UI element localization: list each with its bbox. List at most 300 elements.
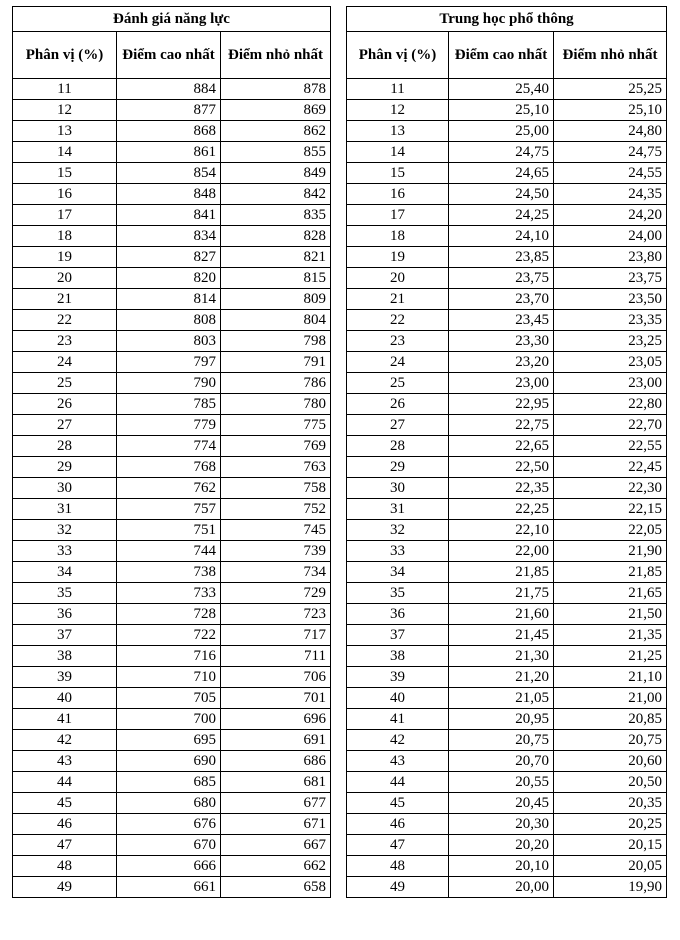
- table-row: [13, 667, 331, 688]
- cell-min-score: 23,75: [554, 268, 667, 289]
- table-row: [13, 205, 331, 226]
- cell-max-score: 20,70: [449, 751, 554, 772]
- table-row: [13, 310, 331, 331]
- cell-min-score: 20,15: [554, 835, 667, 856]
- cell-min-score: 21,35: [554, 625, 667, 646]
- cell-percentile: 24: [347, 352, 449, 373]
- table-row: [347, 877, 667, 898]
- cell-percentile: 21: [347, 289, 449, 310]
- cell-max-score: 22,65: [449, 436, 554, 457]
- cell-max-score: 738: [117, 562, 221, 583]
- cell-max-score: 676: [117, 814, 221, 835]
- cell-percentile: 12: [347, 100, 449, 121]
- table-row: [347, 688, 667, 709]
- cell-percentile: 28: [347, 436, 449, 457]
- table-row: [13, 583, 331, 604]
- cell-max-score: 803: [117, 331, 221, 352]
- cell-percentile: 26: [347, 394, 449, 415]
- table-row: [13, 79, 331, 100]
- table-row: [347, 289, 667, 310]
- cell-min-score: 815: [221, 268, 331, 289]
- cell-max-score: 23,00: [449, 373, 554, 394]
- cell-percentile: 38: [347, 646, 449, 667]
- table-row: [347, 709, 667, 730]
- cell-min-score: 24,75: [554, 142, 667, 163]
- table-row: [13, 373, 331, 394]
- cell-min-score: 24,20: [554, 205, 667, 226]
- cell-max-score: 779: [117, 415, 221, 436]
- table-row: [13, 877, 331, 898]
- cell-max-score: 20,30: [449, 814, 554, 835]
- table-row: [13, 457, 331, 478]
- cell-percentile: 21: [13, 289, 117, 310]
- table-row: [347, 121, 667, 142]
- cell-min-score: 729: [221, 583, 331, 604]
- cell-max-score: 827: [117, 247, 221, 268]
- cell-percentile: 13: [347, 121, 449, 142]
- cell-percentile: 28: [13, 436, 117, 457]
- cell-percentile: 49: [13, 877, 117, 898]
- table-row: [13, 520, 331, 541]
- table-row: [347, 436, 667, 457]
- table-row: [347, 100, 667, 121]
- table-row: [13, 499, 331, 520]
- cell-min-score: 696: [221, 709, 331, 730]
- cell-min-score: 878: [221, 79, 331, 100]
- table-row: [347, 310, 667, 331]
- table-row: [347, 352, 667, 373]
- cell-percentile: 43: [13, 751, 117, 772]
- table-row: [347, 184, 667, 205]
- table-row: [347, 79, 667, 100]
- cell-percentile: 42: [13, 730, 117, 751]
- cell-max-score: 24,25: [449, 205, 554, 226]
- cell-percentile: 19: [13, 247, 117, 268]
- cell-min-score: 780: [221, 394, 331, 415]
- cell-percentile: 29: [13, 457, 117, 478]
- cell-percentile: 26: [13, 394, 117, 415]
- cell-max-score: 20,00: [449, 877, 554, 898]
- table-row: [13, 730, 331, 751]
- cell-max-score: 661: [117, 877, 221, 898]
- cell-max-score: 25,10: [449, 100, 554, 121]
- cell-percentile: 41: [347, 709, 449, 730]
- cell-max-score: 744: [117, 541, 221, 562]
- cell-max-score: 700: [117, 709, 221, 730]
- cell-min-score: 804: [221, 310, 331, 331]
- cell-min-score: 20,75: [554, 730, 667, 751]
- cell-max-score: 21,05: [449, 688, 554, 709]
- table-row: [347, 730, 667, 751]
- table-row: [13, 394, 331, 415]
- cell-min-score: 791: [221, 352, 331, 373]
- cell-max-score: 877: [117, 100, 221, 121]
- cell-min-score: 798: [221, 331, 331, 352]
- cell-max-score: 20,95: [449, 709, 554, 730]
- cell-min-score: 23,00: [554, 373, 667, 394]
- cell-max-score: 670: [117, 835, 221, 856]
- cell-max-score: 774: [117, 436, 221, 457]
- cell-min-score: 717: [221, 625, 331, 646]
- cell-min-score: 20,50: [554, 772, 667, 793]
- table-body: [13, 79, 331, 898]
- cell-max-score: 716: [117, 646, 221, 667]
- table-row: [13, 142, 331, 163]
- cell-max-score: 762: [117, 478, 221, 499]
- cell-percentile: 17: [13, 205, 117, 226]
- cell-min-score: 24,80: [554, 121, 667, 142]
- table-row: [13, 793, 331, 814]
- cell-percentile: 12: [13, 100, 117, 121]
- cell-max-score: 690: [117, 751, 221, 772]
- table-row: [347, 793, 667, 814]
- table-row: [13, 247, 331, 268]
- cell-min-score: 24,00: [554, 226, 667, 247]
- cell-percentile: 23: [347, 331, 449, 352]
- cell-max-score: 854: [117, 163, 221, 184]
- table-row: [13, 856, 331, 877]
- table-row: [347, 268, 667, 289]
- table-row: [13, 352, 331, 373]
- cell-percentile: 30: [13, 478, 117, 499]
- cell-percentile: 48: [13, 856, 117, 877]
- cell-min-score: 19,90: [554, 877, 667, 898]
- table-row: [347, 667, 667, 688]
- cell-percentile: 44: [13, 772, 117, 793]
- cell-max-score: 768: [117, 457, 221, 478]
- cell-max-score: 22,00: [449, 541, 554, 562]
- cell-percentile: 18: [347, 226, 449, 247]
- cell-max-score: 20,10: [449, 856, 554, 877]
- cell-percentile: 41: [13, 709, 117, 730]
- cell-max-score: 22,75: [449, 415, 554, 436]
- cell-min-score: 821: [221, 247, 331, 268]
- table-row: [13, 415, 331, 436]
- table-row: [13, 268, 331, 289]
- cell-percentile: 42: [347, 730, 449, 751]
- table-row: [13, 184, 331, 205]
- cell-min-score: 745: [221, 520, 331, 541]
- cell-percentile: 35: [347, 583, 449, 604]
- cell-percentile: 45: [347, 793, 449, 814]
- cell-min-score: 22,55: [554, 436, 667, 457]
- cell-min-score: 658: [221, 877, 331, 898]
- cell-max-score: 728: [117, 604, 221, 625]
- cell-min-score: 835: [221, 205, 331, 226]
- cell-min-score: 855: [221, 142, 331, 163]
- cell-percentile: 35: [13, 583, 117, 604]
- cell-percentile: 16: [13, 184, 117, 205]
- cell-percentile: 49: [347, 877, 449, 898]
- cell-min-score: 739: [221, 541, 331, 562]
- cell-min-score: 21,10: [554, 667, 667, 688]
- cell-max-score: 868: [117, 121, 221, 142]
- table-row: [347, 835, 667, 856]
- cell-max-score: 23,20: [449, 352, 554, 373]
- table-row: [13, 163, 331, 184]
- cell-max-score: 24,50: [449, 184, 554, 205]
- table-title: Trung học phổ thông: [347, 7, 667, 32]
- table-row: [347, 562, 667, 583]
- table-row: [13, 751, 331, 772]
- table-body: [347, 79, 667, 898]
- cell-max-score: 21,60: [449, 604, 554, 625]
- table-row: [347, 604, 667, 625]
- cell-max-score: 22,35: [449, 478, 554, 499]
- cell-min-score: 734: [221, 562, 331, 583]
- cell-min-score: 758: [221, 478, 331, 499]
- cell-min-score: 22,15: [554, 499, 667, 520]
- cell-min-score: 20,60: [554, 751, 667, 772]
- cell-percentile: 34: [13, 562, 117, 583]
- cell-min-score: 21,25: [554, 646, 667, 667]
- cell-max-score: 24,10: [449, 226, 554, 247]
- cell-percentile: 38: [13, 646, 117, 667]
- cell-min-score: 21,50: [554, 604, 667, 625]
- cell-max-score: 21,85: [449, 562, 554, 583]
- column-header-percentile: Phân vị (%): [347, 32, 449, 79]
- cell-min-score: 711: [221, 646, 331, 667]
- table-row: [347, 373, 667, 394]
- cell-min-score: 671: [221, 814, 331, 835]
- cell-percentile: 20: [13, 268, 117, 289]
- cell-max-score: 23,70: [449, 289, 554, 310]
- cell-percentile: 27: [13, 415, 117, 436]
- cell-min-score: 849: [221, 163, 331, 184]
- cell-percentile: 37: [13, 625, 117, 646]
- cell-max-score: 25,40: [449, 79, 554, 100]
- cell-max-score: 834: [117, 226, 221, 247]
- cell-min-score: 701: [221, 688, 331, 709]
- table-row: [13, 604, 331, 625]
- cell-max-score: 710: [117, 667, 221, 688]
- cell-percentile: 33: [347, 541, 449, 562]
- cell-max-score: 22,25: [449, 499, 554, 520]
- cell-min-score: 25,10: [554, 100, 667, 121]
- cell-min-score: 775: [221, 415, 331, 436]
- table-row: [347, 583, 667, 604]
- cell-percentile: 17: [347, 205, 449, 226]
- table-row: [13, 814, 331, 835]
- cell-max-score: 23,85: [449, 247, 554, 268]
- cell-max-score: 24,65: [449, 163, 554, 184]
- cell-max-score: 22,10: [449, 520, 554, 541]
- table-row: [13, 289, 331, 310]
- cell-max-score: 20,20: [449, 835, 554, 856]
- table-row: [347, 457, 667, 478]
- cell-percentile: 11: [347, 79, 449, 100]
- cell-max-score: 20,55: [449, 772, 554, 793]
- table-row: [347, 394, 667, 415]
- cell-min-score: 691: [221, 730, 331, 751]
- table-row: [13, 835, 331, 856]
- table-row: [347, 856, 667, 877]
- cell-max-score: 814: [117, 289, 221, 310]
- cell-max-score: 23,30: [449, 331, 554, 352]
- column-header-max-score: Điểm cao nhất: [117, 32, 221, 79]
- table-row: [13, 646, 331, 667]
- table-row: [347, 478, 667, 499]
- cell-percentile: 30: [347, 478, 449, 499]
- cell-percentile: 13: [13, 121, 117, 142]
- cell-max-score: 20,45: [449, 793, 554, 814]
- cell-min-score: 24,55: [554, 163, 667, 184]
- table-row: [13, 121, 331, 142]
- column-header-max-score: Điểm cao nhất: [449, 32, 554, 79]
- cell-percentile: 32: [13, 520, 117, 541]
- cell-min-score: 686: [221, 751, 331, 772]
- cell-min-score: 22,70: [554, 415, 667, 436]
- cell-max-score: 25,00: [449, 121, 554, 142]
- table-row: [347, 772, 667, 793]
- table-row: [13, 709, 331, 730]
- cell-min-score: 20,05: [554, 856, 667, 877]
- cell-min-score: 667: [221, 835, 331, 856]
- cell-max-score: 722: [117, 625, 221, 646]
- cell-percentile: 46: [13, 814, 117, 835]
- cell-max-score: 21,45: [449, 625, 554, 646]
- cell-percentile: 40: [347, 688, 449, 709]
- dgnl-table: [12, 6, 331, 898]
- cell-percentile: 11: [13, 79, 117, 100]
- cell-percentile: 25: [13, 373, 117, 394]
- cell-percentile: 40: [13, 688, 117, 709]
- cell-max-score: 685: [117, 772, 221, 793]
- cell-max-score: 705: [117, 688, 221, 709]
- cell-min-score: 706: [221, 667, 331, 688]
- cell-min-score: 723: [221, 604, 331, 625]
- cell-percentile: 24: [13, 352, 117, 373]
- cell-max-score: 841: [117, 205, 221, 226]
- cell-min-score: 22,45: [554, 457, 667, 478]
- cell-percentile: 16: [347, 184, 449, 205]
- cell-max-score: 884: [117, 79, 221, 100]
- cell-max-score: 22,95: [449, 394, 554, 415]
- cell-min-score: 21,90: [554, 541, 667, 562]
- cell-percentile: 25: [347, 373, 449, 394]
- table-row: [13, 478, 331, 499]
- cell-max-score: 21,75: [449, 583, 554, 604]
- cell-percentile: 18: [13, 226, 117, 247]
- cell-max-score: 666: [117, 856, 221, 877]
- cell-min-score: 828: [221, 226, 331, 247]
- cell-min-score: 21,00: [554, 688, 667, 709]
- cell-percentile: 37: [347, 625, 449, 646]
- table-row: [347, 814, 667, 835]
- cell-percentile: 22: [13, 310, 117, 331]
- cell-min-score: 763: [221, 457, 331, 478]
- cell-min-score: 20,35: [554, 793, 667, 814]
- cell-min-score: 24,35: [554, 184, 667, 205]
- cell-max-score: 21,20: [449, 667, 554, 688]
- cell-percentile: 34: [347, 562, 449, 583]
- cell-max-score: 861: [117, 142, 221, 163]
- table-row: [13, 100, 331, 121]
- cell-max-score: 23,75: [449, 268, 554, 289]
- table-row: [13, 226, 331, 247]
- cell-min-score: 662: [221, 856, 331, 877]
- cell-percentile: 15: [347, 163, 449, 184]
- cell-percentile: 36: [347, 604, 449, 625]
- cell-min-score: 869: [221, 100, 331, 121]
- cell-min-score: 20,25: [554, 814, 667, 835]
- cell-min-score: 23,35: [554, 310, 667, 331]
- cell-percentile: 31: [347, 499, 449, 520]
- cell-max-score: 790: [117, 373, 221, 394]
- cell-max-score: 23,45: [449, 310, 554, 331]
- column-header-percentile: Phân vị (%): [13, 32, 117, 79]
- table-row: [347, 247, 667, 268]
- column-header-min-score: Điểm nhỏ nhất: [554, 32, 667, 79]
- table-row: [347, 646, 667, 667]
- cell-max-score: 797: [117, 352, 221, 373]
- table-row: [347, 142, 667, 163]
- table-row: [347, 751, 667, 772]
- cell-max-score: 20,75: [449, 730, 554, 751]
- cell-max-score: 680: [117, 793, 221, 814]
- cell-min-score: 681: [221, 772, 331, 793]
- cell-percentile: 48: [347, 856, 449, 877]
- cell-percentile: 39: [347, 667, 449, 688]
- cell-max-score: 785: [117, 394, 221, 415]
- cell-min-score: 786: [221, 373, 331, 394]
- cell-min-score: 752: [221, 499, 331, 520]
- cell-percentile: 15: [13, 163, 117, 184]
- cell-min-score: 22,05: [554, 520, 667, 541]
- table-row: [13, 562, 331, 583]
- cell-percentile: 44: [347, 772, 449, 793]
- cell-max-score: 24,75: [449, 142, 554, 163]
- cell-percentile: 31: [13, 499, 117, 520]
- cell-min-score: 809: [221, 289, 331, 310]
- cell-max-score: 751: [117, 520, 221, 541]
- table-row: [13, 436, 331, 457]
- cell-max-score: 733: [117, 583, 221, 604]
- cell-max-score: 808: [117, 310, 221, 331]
- table-row: [347, 163, 667, 184]
- table-row: [347, 205, 667, 226]
- cell-percentile: 32: [347, 520, 449, 541]
- table-row: [347, 331, 667, 352]
- cell-min-score: 842: [221, 184, 331, 205]
- table-row: [347, 520, 667, 541]
- cell-min-score: 22,80: [554, 394, 667, 415]
- cell-min-score: 21,85: [554, 562, 667, 583]
- table-row: [13, 331, 331, 352]
- cell-min-score: 23,50: [554, 289, 667, 310]
- cell-min-score: 862: [221, 121, 331, 142]
- cell-min-score: 20,85: [554, 709, 667, 730]
- cell-percentile: 14: [347, 142, 449, 163]
- cell-max-score: 757: [117, 499, 221, 520]
- cell-percentile: 47: [13, 835, 117, 856]
- table-row: [347, 226, 667, 247]
- table-title: Đánh giá năng lực: [13, 7, 331, 32]
- cell-percentile: 43: [347, 751, 449, 772]
- table-row: [13, 772, 331, 793]
- cell-min-score: 677: [221, 793, 331, 814]
- table-row: [13, 625, 331, 646]
- cell-percentile: 46: [347, 814, 449, 835]
- cell-max-score: 820: [117, 268, 221, 289]
- cell-percentile: 29: [347, 457, 449, 478]
- cell-min-score: 23,25: [554, 331, 667, 352]
- cell-min-score: 23,05: [554, 352, 667, 373]
- cell-percentile: 47: [347, 835, 449, 856]
- column-header-min-score: Điểm nhỏ nhất: [221, 32, 331, 79]
- cell-percentile: 45: [13, 793, 117, 814]
- table-row: [347, 499, 667, 520]
